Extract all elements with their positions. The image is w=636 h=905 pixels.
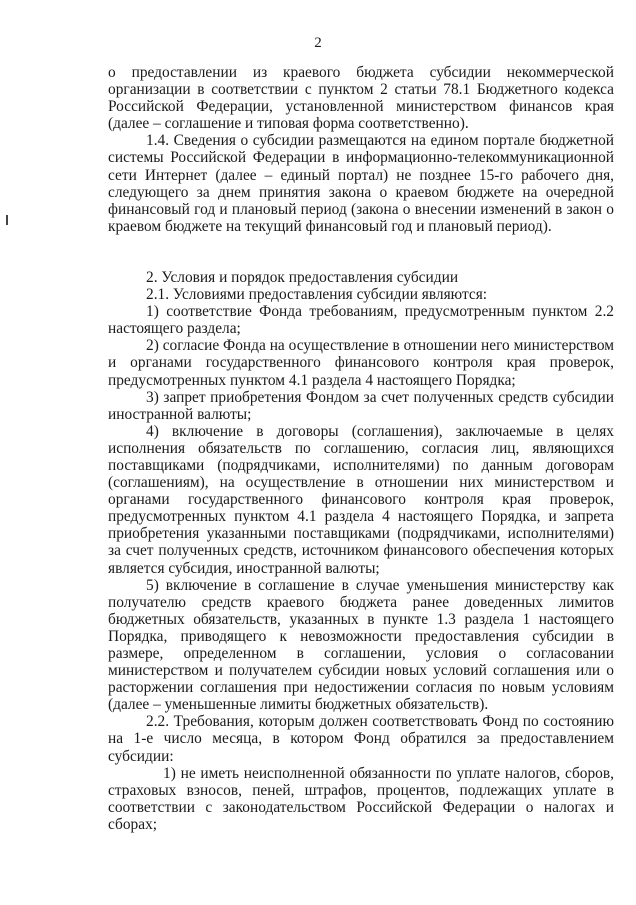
list-item-2-1-1: 1) соответствие Фонда требованиям, предусмотренным пунктом 2.2 настоящего раздела; <box>108 303 614 338</box>
list-item-2-1-4: 4) включение в договоры (соглашения), заключаемые в целях исполнения обязательств по соглашению, согласия лиц, являющихся поставщиками (подрядчиками, исполнителями) по данным договорам (соглашениям), на осуществление в отношении них министерством и органами государственного финансового контроля края проверок, предусмотренных пунктом 4.1 раздела 4 настоящего Порядка, и запрета приобретения указанными поставщиками (подрядчиками, исполнителями) за счет полученных средств, источником финансового обеспечения которых является субсидия, иностранной валюты; <box>108 422 614 577</box>
list-item-2-1-3: 3) запрет приобретения Фондом за счет полученных средств субсидии иностранной валюты; <box>108 388 614 423</box>
blank-line <box>108 235 614 252</box>
list-item-2-2-1: 1) не иметь неисполненной обязанности по уплате налогов, сборов, страховых взносов, пеней, штрафов, процентов, подлежащих уплате в соответствии с законодательством Российской Федерации о налогах и сборах; <box>108 764 614 833</box>
paragraph-2-2: 2.2. Требования, которым должен соответствовать Фонд по состоянию на 1-е число месяца, в котором Фонд обратился за предоставлением субсидии: <box>108 713 614 765</box>
scan-margin-mark <box>6 215 8 225</box>
list-item-2-1-5: 5) включение в соглашение в случае уменьшения министерству как получателю средств краевого бюджета ранее доведенных лимитов бюджетных обязательств, указанных в пункте 1.3 раздела 1 настоящего Порядка, приводящего к невозможности предоставления субсидии в размере, определенном в соглашении, условия о согласовании министерством и получателем субсидии новых условий соглашения или о расторжении соглашения при недостижении согласия по новым условиям (далее – уменьшенные лимиты бюджетных обязательств). <box>108 576 614 714</box>
section-2-heading: 2. Условия и порядок предоставления субсидии <box>146 268 459 286</box>
list-item-2-1-2: 2) согласие Фонда на осуществление в отношении него министерством и органами государственного финансового контроля края проверок, предусмотренных пунктом 4.1 раздела 4 настоящего Порядка; <box>108 337 614 389</box>
paragraph-continuation: о предоставлении из краевого бюджета субсидии некоммерческой организации в соответствии с пунктом 2 статьи 78.1 Бюджетного кодекса Российской Федерации, установленной министерством финансов края (далее – соглашение и типовая форма соответственно). <box>108 64 614 133</box>
document-body <box>108 64 614 833</box>
page-number: 2 <box>314 35 322 51</box>
paragraph-1-4: 1.4. Сведения о субсидии размещаются на едином портале бюджетной системы Российской Федерации в информационно-телекоммуникационной сети Интернет (далее – единый портал) не позднее 15-го рабочего дня, следующего за днем принятия закона о краевом бюджете на очередной финансовый год и плановый период (закона о внесении изменений в закон о краевом бюджете на текущий финансовый год и плановый период). <box>108 132 614 235</box>
paragraph-2-1: 2.1. Условиями предоставления субсидии являются: <box>146 286 488 304</box>
